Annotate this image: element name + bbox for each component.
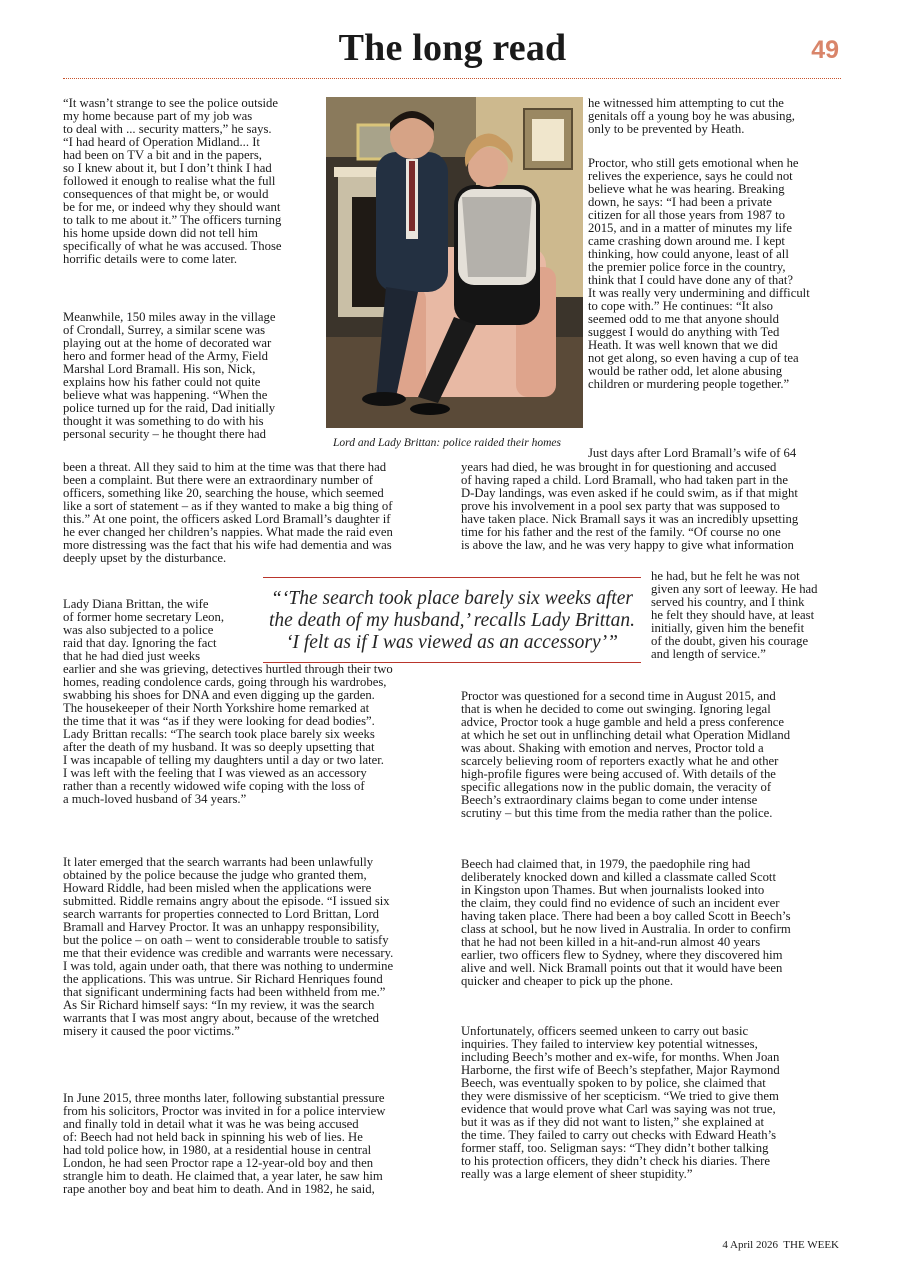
pull-quote: “‘The search took place barely six weeks after the death of my husband,’ recalls Lady Brittan. ‘I felt as if I was viewed as an accessory’” (269, 588, 635, 653)
photo-caption: Lord and Lady Brittan: police raided their homes (333, 437, 561, 449)
couple-photo (326, 97, 583, 428)
left-paragraph-1: “It wasn’t strange to see the police outside my home because part of my job was to deal with ... security matters,” he says. “I had heard of Operation Midland... It had been on TV a bit and in the papers, so I knew about it, but I don’t think I had followed it enough to realise what the full consequences of that might be, or would be for me, or indeed why they should want to talk to me about it.” The officers turning his home upside down did not tell him specifically of what he was accused. Those horrific details were to come later. (63, 96, 282, 266)
right-paragraph-5: Beech had claimed that, in 1979, the paedophile ring had deliberately knocked down and killed a classmate called Scott in Kingston upon Thames. But when journalists looked into the claim, they could find no evidence of such an incident ever having taken place. There had been a boy called Scott in Beech’s class at school, but he now lived in Australia. In order to confirm that he had not been killed in a hit-and-run almost 40 years earlier, two officers flew to Sydney, where they discovered him alive and well. Nick Bramall points out that it would have been quicker and cheaper to pick up the phone. (461, 857, 791, 988)
page-title: The long read (338, 27, 567, 69)
right-paragraph-3-continued: years had died, he was brought in for questioning and accused of having raped a child. Lord Bramall, who had taken part in the D-Day landings, was even asked if he could swim, as if that might prove his involvement in a pool sex party that was supposed to have taken place. Nick Bramall says it was an incredibly upsetting time for his father and the rest of the family. “Of course no one is above the law, and he was very happy to give what information (461, 460, 799, 552)
right-paragraph-1: he witnessed him attempting to cut the genitals off a young boy he was abusing, only to be prevented by Heath. (588, 96, 795, 136)
left-paragraph-4: It later emerged that the search warrants had been unlawfully obtained by the police because the judge who granted them, Howard Riddle, had been misled when the applications were submitted. Riddle remains angry about the episode. “I issued six search warrants for properties connected to Lord Brittan, Lord Bramall and Harvey Proctor. It was an unhappy responsibility, but the police – on oath – went to considerable trouble to satisfy me that their evidence was credible and warrants were necessary. I was told, again under oath, that there was nothing to undermine the applications. This was untrue. Sir Richard Henriques found that significant undermining facts had been withheld from me.” As Sir Richard himself says: “In my review, it was the search warrants that I was most angry about, because of the wretched misery it caused the poor victims.” (63, 855, 394, 1038)
left-paragraph-5: In June 2015, three months later, following substantial pressure from his solicitors, Proctor was invited in for a police interview and finally told in detail what it was he was being accused of: Beech had not held back in spinning his web of lies. He had told police how, in 1980, at a residential house in central London, he had seen Proctor rape a 12-year-old boy and then strangle him to death. He claimed that, a year later, he saw him rape another boy and beat him to death. And in 1982, he said, (63, 1091, 386, 1196)
header-divider (63, 78, 841, 79)
right-paragraph-3-end: he had, but he felt he was not given any sort of leeway. He had served his country, and I think he felt they should have, at least initially, given him the benefit of the doubt, given his courage and length of service.” (651, 569, 818, 661)
right-paragraph-2: Proctor, who still gets emotional when he relives the experience, says he could not believe what he was hearing. Breaking down, he says: “I had been a private citizen for all those years from 1987 to 2015, and in a matter of minutes my life came crashing down around me. I kept thinking, how could anyone, least of all the premier police force in the country, think that I could have done any of that? It was really very undermining and difficult to cope with.” He continues: “It also seemed odd to me that anyone should suggest I would do anything with Ted Heath. It was well known that we did not get along, so even having a cup of tea would be rather odd, let alone abusing children or murdering people together.” (588, 156, 810, 391)
pull-quote-bottom-rule (263, 662, 641, 663)
left-paragraph-2: Meanwhile, 150 miles away in the village of Crondall, Surrey, a similar scene was playing out at the home of decorated war hero and former head of the Army, Field Marshal Lord Bramall. His son, Nick, explains how his father could not quite believe what was happening. “When the police turned up for the raid, Dad initially thought it was something to do with his personal security – he thought there had (63, 310, 276, 441)
left-paragraph-3-continued: earlier and she was grieving, detectives hurtled through their two homes, reading condolence cards, going through his wardrobes, swabbing his shoes for DNA and even digging up the garden. The housekeeper of their North Yorkshire home remarked at the time that it was “as if they were looking for dead bodies”. Lady Brittan recalls: “The search took place barely six weeks after the death of my husband. It was so deeply upsetting that I was incapable of telling my daughters until a day or two later. I was left with the feeling that I was viewed as an accessory rather than a recently widowed wife coping with the loss of a much-loved husband of 34 years.” (63, 662, 393, 806)
left-paragraph-2-continued: been a threat. All they said to him at the time was that there had been a complaint. But there were an extraordinary number of officers, something like 20, searching the house, which seemed like a sort of statement – as if they wanted to make a big thing of this.” At one point, the officers asked Lord Bramall’s daughter if he ever changed her children’s nappies. What made the raid even more distressing was the fact that his wife had dementia and was deeply upset by the disturbance. (63, 460, 393, 565)
right-paragraph-3: Just days after Lord Bramall’s wife of 64 (588, 446, 797, 460)
right-paragraph-4: Proctor was questioned for a second time in August 2015, and that is when he decided to come out swinging. Ignoring legal advice, Proctor took a huge gamble and held a press conference at which he set out in unflinching detail what Operation Midland was about. Shaking with emotion and nerves, Proctor told a scarcely believing room of reporters exactly what he and other high-profile figures were being accused of. With details of the specific allegations now in the public domain, the veracity of Beech’s extraordinary claims began to come under intense scrutiny – but this time from the media rather than the police. (461, 689, 791, 820)
right-paragraph-6: Unfortunately, officers seemed unkeen to carry out basic inquiries. They failed to interview key potential witnesses, including Beech’s mother and ex-wife, for months. When Joan Harborne, the first wife of Beech’s stepfather, Major Raymond Beech, was eventually spoken to by police, she claimed that they were dismissive of her scepticism. “We tried to give them evidence that would prove what Carl was saying was not true, but it was as if they did not want to listen,” she explained at the time. They failed to carry out checks with Edward Heath’s former staff, too. Seligman says: “They didn’t bother talking to his protection officers, they didn’t check his diaries. There really was a large element of sheer stupidity.” (461, 1024, 780, 1181)
footer-issue-info: 4 April 2026 THE WEEK (722, 1239, 839, 1251)
pull-quote-top-rule (263, 577, 641, 578)
left-paragraph-3: Lady Diana Brittan, the wife of former home secretary Leon, was also subjected to a police raid that day. Ignoring the fact that he had died just weeks (63, 597, 224, 663)
page-number: 49 (811, 36, 839, 64)
